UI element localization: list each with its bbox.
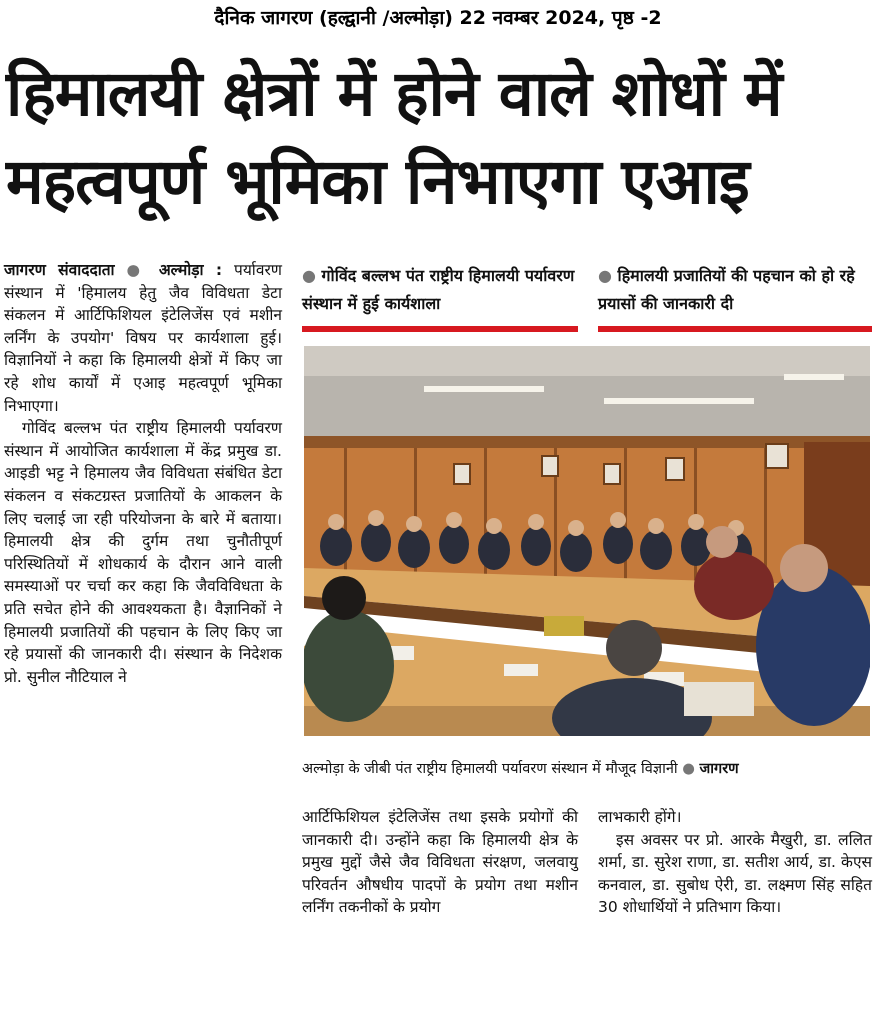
workshop-photo-illustration [304, 346, 870, 736]
dateline-place: अल्मोड़ा : [158, 261, 223, 279]
headline [6, 50, 872, 226]
subhead-1 [302, 262, 578, 318]
article-column-3-end: लाभकारी होंगे। [598, 808, 682, 826]
subhead-1-text: गोविंद बल्लभ पंत राष्ट्रीय हिमालयी पर्यावरण संस्थान में हुई कार्यशाला [302, 266, 575, 313]
newspaper-masthead: दैनिक जागरण (हल्द्वानी /अल्मोड़ा) 22 नवम्बर 2024, पृष्ठ -2 [214, 7, 662, 29]
bullet-icon: ● [598, 266, 612, 285]
article-column-1 [4, 259, 282, 688]
article-column-2-text: आर्टिफिशियल इंटेलिजेंस तथा इसके प्रयोगों की जानकारी दी। उन्होंने कहा कि हिमालयी क्षेत्र के प्रमुख मुद्दों जैसे जैव विविधता संरक्षण, जलवायु परिवर्तन औषधीय पादपों के प्रयोग तथा मशीन लर्निंग तकनीकों के प्रयोग [302, 808, 578, 917]
article-column-3-participants: इस अवसर पर प्रो. आरके मैखुरी, डा. ललित शर्मा, डा. सुरेश राणा, डा. सतीश आर्य, डा. केएस कनवाल, डा. सुबोध ऐरी, डा. लक्ष्मण सिंह सहित 30 शोधार्थियों ने प्रतिभाग किया। [598, 830, 872, 917]
article-paragraph-1-text: पर्यावरण संस्थान में 'हिमालय हेतु जैव विविधता डेटा संकलन में आर्टिफिशियल इंटेलिजेंस एवं मशीन लर्निंग के उपयोग' विषय पर कार्यशाला हुई। विज्ञानियों ने कहा कि हिमालयी क्षेत्रों में किए जा रहे शोध कार्यों में एआइ महत्वपूर्ण भूमिका निभाएगा। [4, 261, 282, 415]
headline-line-2: महत्वपूर्ण भूमिका निभाएगा एआइ [6, 145, 749, 218]
subhead-2-text: हिमालयी प्रजातियों की पहचान को हो रहे प्रयासों की जानकारी दी [598, 266, 855, 313]
bullet-icon: ● [302, 266, 316, 285]
byline: जागरण संवाददाता [4, 261, 115, 279]
article-column-3 [598, 806, 872, 919]
bullet-icon: ● [126, 261, 147, 279]
photo-credit: जागरण [699, 761, 739, 777]
headline-line-1: हिमालयी क्षेत्रों में होने वाले शोधों में [6, 57, 782, 130]
article-paragraph-1 [4, 259, 282, 417]
subhead-2-red-rule [598, 326, 872, 332]
article-column-2 [302, 806, 578, 919]
subhead-2 [598, 262, 872, 318]
bullet-icon: ● [682, 761, 695, 777]
photo-caption [302, 758, 868, 780]
article-paragraph-2: गोविंद बल्लभ पंत राष्ट्रीय हिमालयी पर्यावरण संस्थान में आयोजित कार्यशाला में केंद्र प्रमुख डा. आइडी भट्ट ने हिमालय जैव विविधता संबंधित डेटा संकलन व संकटग्रस्त प्रजातियों के आकलन के लिए चलाई जा रही परियोजना के बारे में बताया। हिमालयी क्षेत्र की दुर्गम तथा चुनौतीपूर्ण परिस्थितियों में शोधकार्य के दौरान आने वाली समस्याओं पर चर्चा कर कहा कि जैवविविधता के प्रति सचेत होने की आवश्यकता है। वैज्ञानिकों ने हिमालयी प्रजातियों की पहचान के लिए किए जा रहे प्रयासों की जानकारी दी। संस्थान के निदेशक प्रो. सुनील नौटियाल ने [4, 419, 282, 686]
photo-caption-text: अल्मोड़ा के जीबी पंत राष्ट्रीय हिमालयी पर्यावरण संस्थान में मौजूद विज्ञानी [302, 761, 678, 777]
subhead-1-red-rule [302, 326, 578, 332]
workshop-photo [304, 346, 870, 736]
